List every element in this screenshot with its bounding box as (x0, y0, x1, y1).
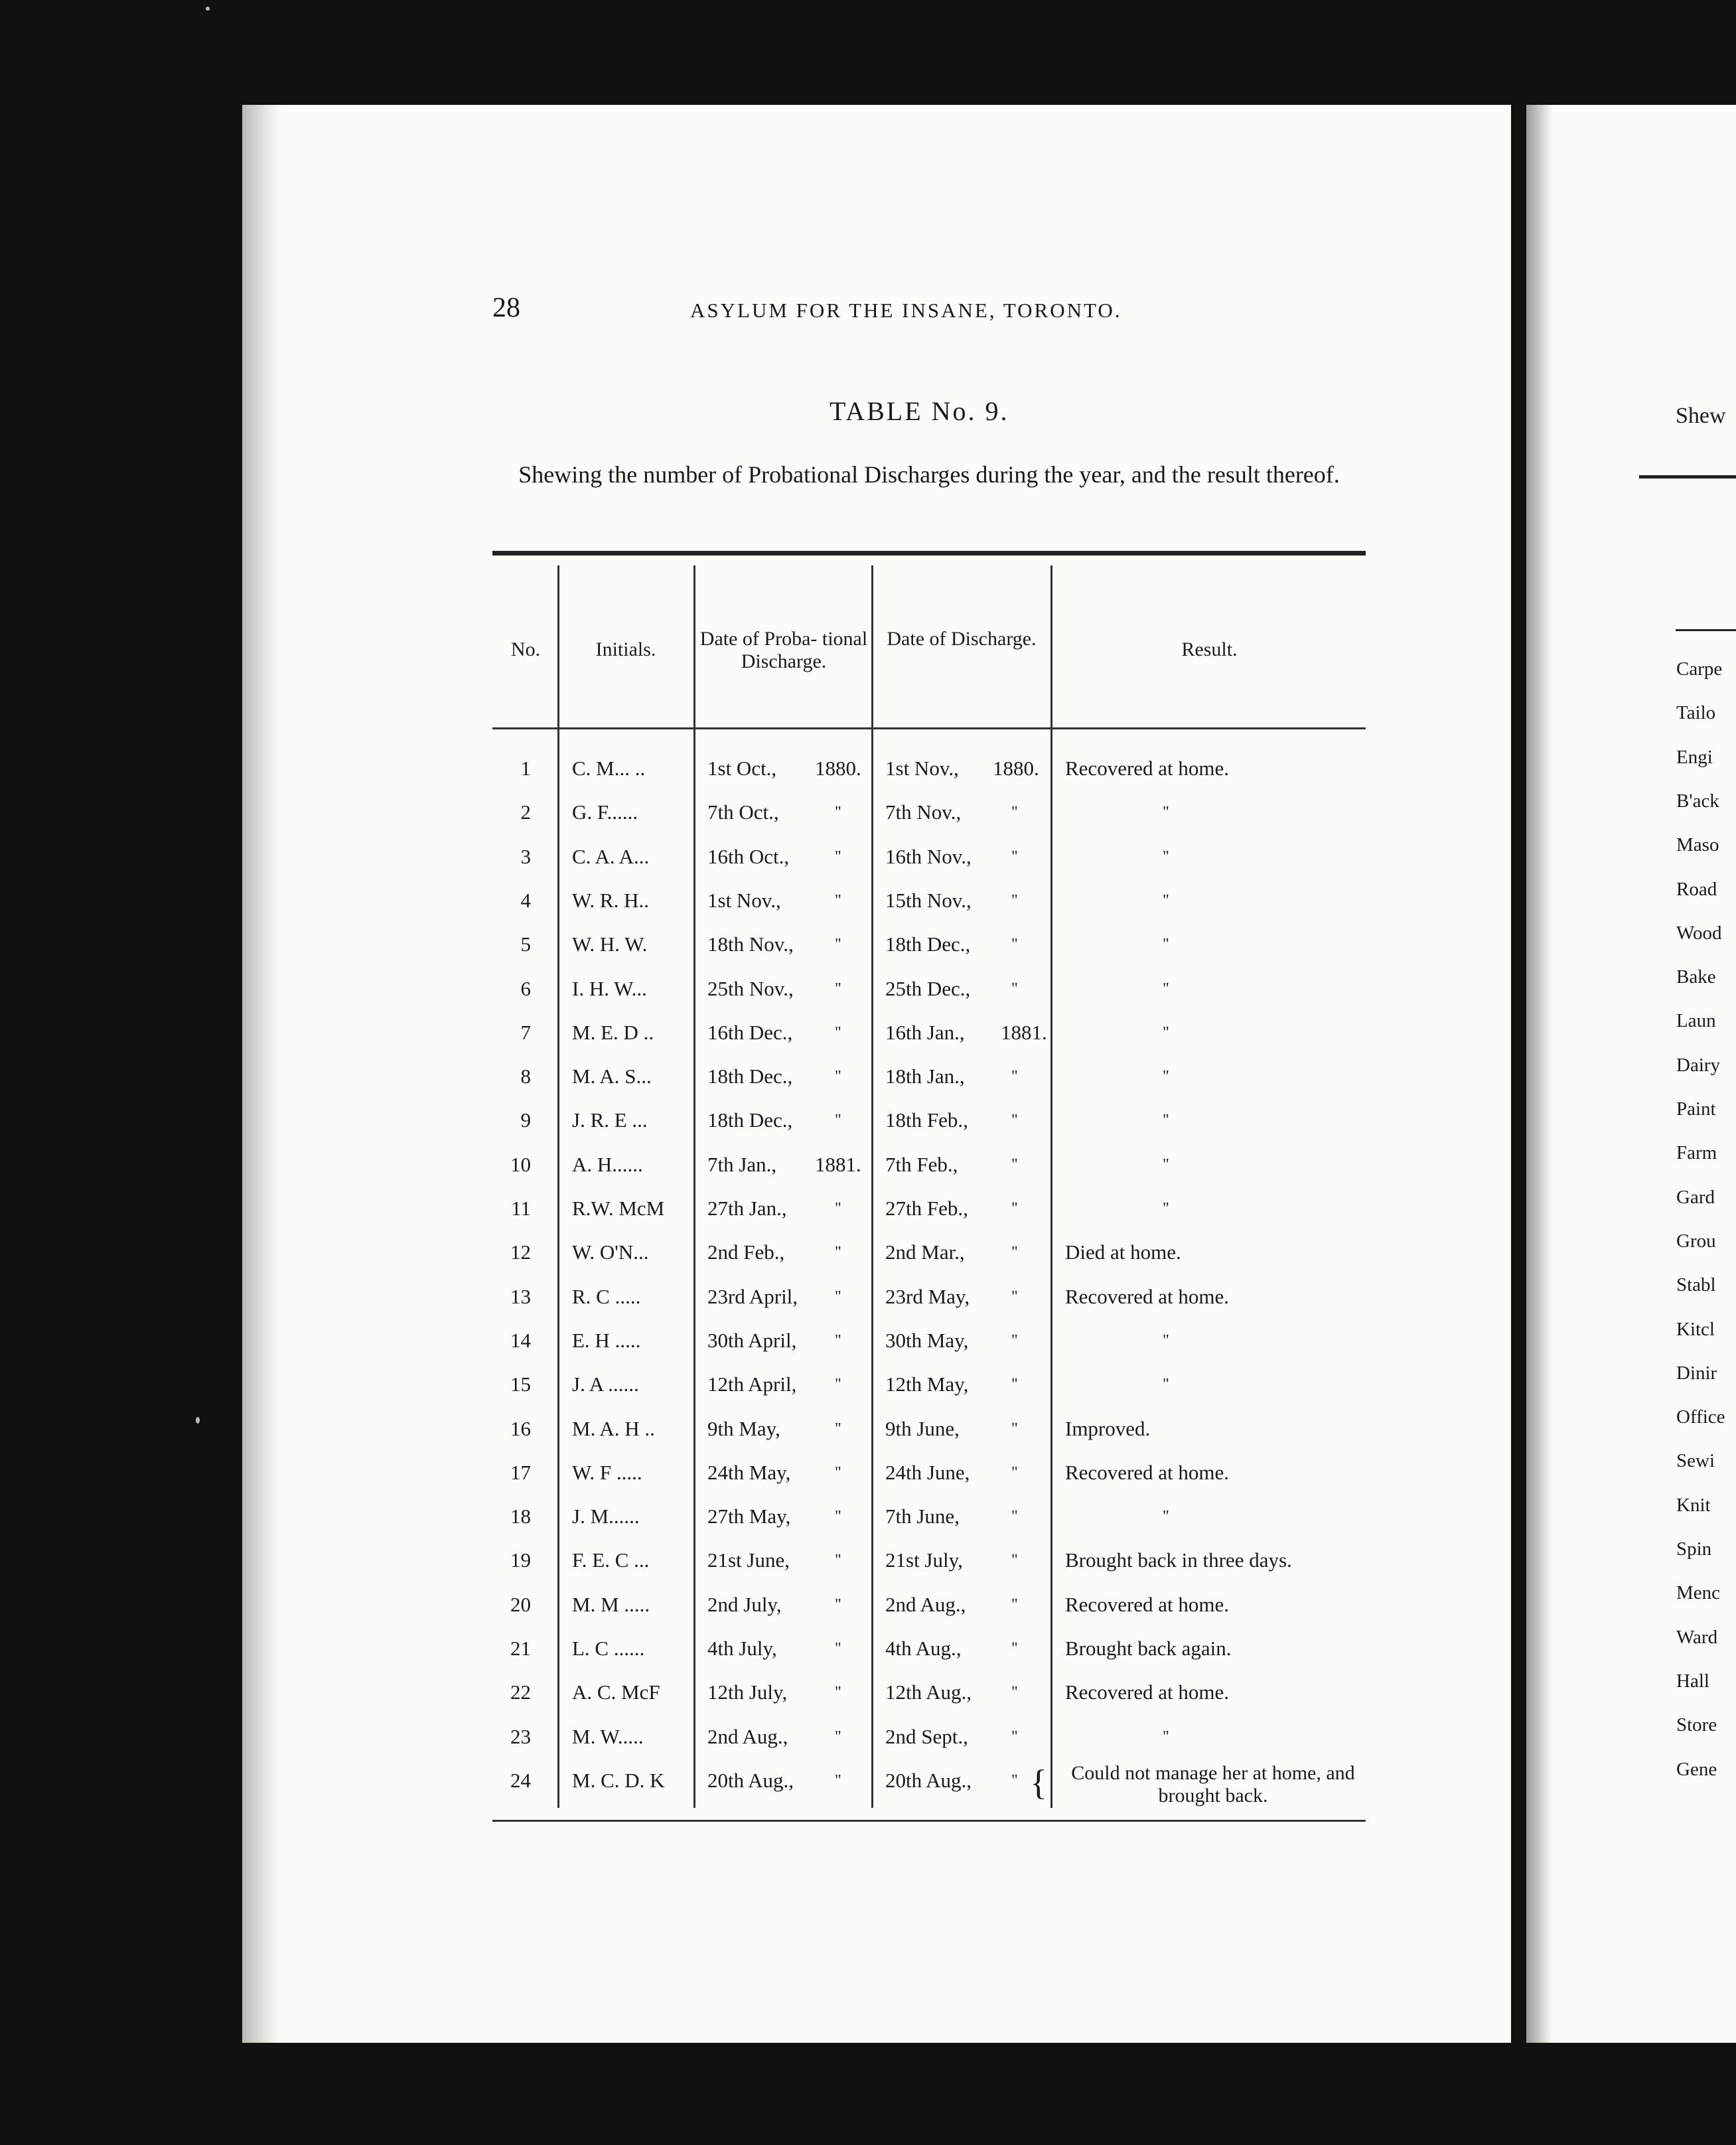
right-page-list-item: Gene (1676, 1759, 1717, 1780)
row-probational-year: " (835, 1464, 841, 1481)
column-rule (557, 565, 559, 1808)
row-probational-date: 1st Nov., (707, 889, 781, 912)
header-date-discharge: Date of Discharge. (887, 628, 1037, 650)
row-result: " (1163, 1200, 1169, 1217)
row-probational-year: " (835, 1112, 841, 1129)
row-probational-year: " (835, 1332, 841, 1349)
row-discharge-year: " (1011, 1288, 1018, 1305)
right-page-list-item: Laun (1676, 1010, 1716, 1031)
row-result: Recovered at home. (1065, 1680, 1230, 1704)
row-number: 7 (520, 1021, 531, 1044)
row-discharge-date: 20th Aug., (885, 1769, 972, 1792)
page-gutter-shadow (242, 105, 282, 2043)
row-probational-year: " (835, 848, 841, 865)
row-probational-date: 21st June, (707, 1548, 790, 1572)
row-discharge-year: 1881. (1001, 1021, 1047, 1044)
table-top-rule (492, 551, 1366, 555)
row-discharge-year: " (1011, 1420, 1018, 1438)
row-result: Brought back again. (1065, 1637, 1232, 1660)
table-bottom-rule (492, 1820, 1366, 1822)
row-result: " (1163, 1112, 1169, 1129)
row-probational-year: " (835, 1684, 841, 1701)
row-discharge-date: 18th Dec., (885, 932, 971, 956)
row-probational-date: 12th July, (707, 1680, 788, 1704)
row-probational-year: " (835, 1288, 841, 1305)
row-probational-year: " (835, 892, 841, 909)
header-bottom-rule (492, 727, 1366, 729)
row-probational-date: 2nd Aug., (707, 1725, 788, 1748)
row-discharge-year: " (1011, 1596, 1018, 1613)
row-result-brace: { (1030, 1763, 1047, 1803)
row-number: 4 (520, 889, 531, 912)
right-page-list-item: Spin (1676, 1538, 1712, 1560)
row-number: 2 (520, 800, 531, 824)
row-result: Could not manage her at home, and brought back. (1071, 1762, 1355, 1807)
row-probational-year: " (835, 1640, 841, 1657)
row-probational-date: 1st Oct., (707, 757, 777, 780)
row-discharge-year: " (1011, 1332, 1018, 1349)
row-probational-year: " (835, 1596, 841, 1613)
row-initials: M. A. H .. (572, 1417, 655, 1440)
row-probational-date: 18th Dec., (707, 1065, 793, 1088)
row-discharge-year: " (1011, 1772, 1018, 1789)
row-result: " (1163, 980, 1169, 998)
right-page-list-item: Dairy (1676, 1055, 1721, 1076)
page-gutter-shadow (1526, 105, 1553, 2043)
row-number: 21 (510, 1637, 531, 1660)
header-no: No. (510, 638, 541, 660)
row-initials: M. E. D .. (572, 1021, 654, 1044)
row-probational-year: " (835, 1068, 841, 1085)
row-result: Recovered at home. (1065, 1593, 1230, 1616)
row-probational-year: " (835, 1376, 841, 1393)
row-discharge-date: 27th Feb., (885, 1197, 968, 1220)
row-number: 6 (520, 977, 531, 1000)
right-page-list-item: B'ack (1676, 790, 1719, 812)
row-result: " (1163, 1024, 1169, 1041)
row-number: 8 (520, 1065, 531, 1088)
row-discharge-year: " (1011, 980, 1018, 998)
row-initials: R. C ..... (572, 1285, 641, 1308)
row-discharge-year: " (1011, 936, 1018, 953)
row-initials: W. H. W. (572, 932, 648, 956)
row-initials: C. M... .. (572, 757, 646, 780)
row-number: 19 (510, 1548, 531, 1572)
row-probational-year: " (835, 1552, 841, 1569)
row-discharge-year: " (1011, 1244, 1018, 1261)
row-probational-date: 25th Nov., (707, 977, 794, 1000)
row-probational-date: 4th July, (707, 1637, 777, 1660)
right-page-list-item: Farm (1676, 1142, 1717, 1163)
right-page-list-item: Gard (1676, 1187, 1715, 1208)
running-head: ASYLUM FOR THE INSANE, TORONTO. (690, 299, 1122, 322)
row-initials: R.W. McM (572, 1197, 665, 1220)
row-initials: E. H ..... (572, 1329, 641, 1352)
row-probational-date: 9th May, (707, 1417, 780, 1440)
row-number: 17 (510, 1461, 531, 1484)
row-discharge-date: 21st July, (885, 1548, 963, 1572)
row-initials: W. R. H.. (572, 889, 649, 912)
row-probational-date: 2nd July, (707, 1593, 782, 1616)
row-probational-year: 1880. (815, 757, 861, 780)
row-probational-year: " (835, 1024, 841, 1041)
row-discharge-date: 9th June, (885, 1417, 960, 1440)
row-discharge-year: " (1011, 1200, 1018, 1217)
row-probational-date: 2nd Feb., (707, 1240, 785, 1264)
row-number: 11 (511, 1197, 531, 1220)
right-page-list-item: Store (1676, 1714, 1717, 1736)
row-probational-year: " (835, 1200, 841, 1217)
row-result: " (1163, 936, 1169, 953)
row-probational-date: 7th Jan., (707, 1153, 777, 1176)
row-result: " (1163, 1332, 1169, 1349)
right-page-list-item: Wood (1676, 923, 1722, 944)
right-page-list-item: Engi (1676, 747, 1713, 768)
row-number: 9 (520, 1108, 531, 1132)
row-result: " (1163, 1508, 1169, 1525)
row-discharge-date: 1st Nov., (885, 757, 959, 780)
row-result: Died at home. (1065, 1240, 1181, 1264)
row-probational-year: " (835, 936, 841, 953)
row-probational-year: " (835, 1420, 841, 1438)
right-page-list-item: Dinir (1676, 1363, 1717, 1384)
row-discharge-date: 2nd Mar., (885, 1240, 965, 1264)
row-initials: M. M ..... (572, 1593, 650, 1616)
row-discharge-year: 1880. (993, 757, 1039, 780)
row-number: 14 (510, 1329, 531, 1352)
row-probational-date: 27th Jan., (707, 1197, 787, 1220)
table-caption: Shewing the number of Probational Discharges during the year, and the result thereof. (518, 461, 1340, 488)
row-result: " (1163, 892, 1169, 909)
row-probational-date: 12th April, (707, 1372, 797, 1396)
row-discharge-year: " (1011, 1068, 1018, 1085)
row-discharge-date: 25th Dec., (885, 977, 971, 1000)
row-number: 10 (510, 1153, 531, 1176)
row-discharge-year: " (1011, 1112, 1018, 1129)
row-discharge-date: 16th Jan., (885, 1021, 965, 1044)
row-number: 13 (510, 1285, 531, 1308)
header-result: Result. (1181, 638, 1238, 660)
row-initials: J. R. E ... (572, 1108, 648, 1132)
right-page-list-item: Hall (1676, 1670, 1709, 1692)
row-initials: C. A. A... (572, 845, 650, 868)
row-discharge-year: " (1011, 848, 1018, 865)
right-page-rule (1639, 475, 1736, 479)
row-discharge-year: " (1011, 1376, 1018, 1393)
row-probational-year: " (835, 804, 841, 821)
row-initials: F. E. C ... (572, 1548, 650, 1572)
row-number: 23 (510, 1725, 531, 1748)
row-initials: M. C. D. K (572, 1769, 665, 1792)
row-result: Brought back in three days. (1065, 1548, 1292, 1572)
row-discharge-year: " (1011, 1640, 1018, 1657)
row-discharge-date: 24th June, (885, 1461, 970, 1484)
row-number: 12 (510, 1240, 531, 1264)
row-probational-year: " (835, 980, 841, 998)
right-page-list-item: Carpe (1676, 658, 1723, 680)
column-rule (871, 565, 873, 1808)
row-initials: J. M...... (572, 1505, 640, 1528)
row-probational-year: 1881. (815, 1153, 861, 1176)
row-probational-date: 24th May, (707, 1461, 791, 1484)
row-result: " (1163, 1376, 1169, 1393)
row-discharge-year: " (1011, 1728, 1018, 1745)
row-result: " (1163, 804, 1169, 821)
row-discharge-date: 30th May, (885, 1329, 969, 1352)
right-page-list-item: Grou (1676, 1230, 1716, 1252)
row-initials: J. A ...... (572, 1372, 639, 1396)
row-discharge-date: 4th Aug., (885, 1637, 962, 1660)
row-discharge-year: " (1011, 1684, 1018, 1701)
right-page-list-item: Maso (1676, 834, 1719, 855)
row-probational-year: " (835, 1508, 841, 1525)
row-discharge-date: 7th Nov., (885, 800, 962, 824)
film-speck (196, 1417, 200, 1424)
row-initials: W. O'N... (572, 1240, 649, 1264)
table-title: TABLE No. 9. (830, 396, 1009, 426)
row-number: 1 (520, 757, 531, 780)
row-probational-date: 20th Aug., (707, 1769, 794, 1792)
row-probational-year: " (835, 1728, 841, 1745)
row-initials: L. C ...... (572, 1637, 645, 1660)
row-probational-year: " (835, 1244, 841, 1261)
row-result: " (1163, 1156, 1169, 1173)
row-initials: M. W..... (572, 1725, 644, 1748)
row-discharge-date: 23rd May, (885, 1285, 970, 1308)
row-number: 22 (510, 1680, 531, 1704)
row-discharge-year: " (1011, 1464, 1018, 1481)
row-result: Recovered at home. (1065, 1285, 1230, 1308)
row-number: 15 (510, 1372, 531, 1396)
row-initials: A. C. McF (572, 1680, 660, 1704)
right-page-list-item: Kitcl (1676, 1319, 1715, 1340)
row-discharge-date: 18th Jan., (885, 1065, 965, 1088)
column-rule (1050, 565, 1052, 1808)
right-page-list-item: Stabl (1676, 1274, 1716, 1295)
header-date-probational: Date of Proba- tional Discharge. (699, 628, 868, 672)
row-discharge-date: 18th Feb., (885, 1108, 968, 1132)
row-initials: I. H. W... (572, 977, 647, 1000)
row-number: 3 (520, 845, 531, 868)
row-result: " (1163, 1728, 1169, 1745)
row-probational-date: 18th Dec., (707, 1108, 793, 1132)
row-result: Recovered at home. (1065, 757, 1230, 780)
right-page-list-item: Ward (1676, 1627, 1718, 1648)
row-discharge-date: 7th Feb., (885, 1153, 958, 1176)
right-page-heading: Shew (1676, 404, 1726, 428)
film-speck (206, 7, 210, 11)
row-discharge-date: 16th Nov., (885, 845, 972, 868)
row-initials: W. F ..... (572, 1461, 642, 1484)
row-initials: A. H...... (572, 1153, 643, 1176)
column-rule (693, 565, 695, 1808)
row-probational-date: 16th Dec., (707, 1021, 793, 1044)
row-discharge-year: " (1011, 804, 1018, 821)
row-result: Improved. (1065, 1417, 1151, 1440)
row-number: 16 (510, 1417, 531, 1440)
row-discharge-date: 7th June, (885, 1505, 960, 1528)
right-page-list-item: Office (1676, 1406, 1725, 1428)
row-discharge-date: 2nd Sept., (885, 1725, 968, 1748)
right-page-list-item: Paint (1676, 1098, 1716, 1120)
page-number: 28 (492, 293, 520, 323)
right-page-list-item: Sewi (1676, 1450, 1715, 1471)
right-page-list-item: Road (1676, 879, 1717, 900)
right-page-list-item: Tailo (1676, 702, 1716, 723)
right-page-list-item: Knit (1676, 1495, 1711, 1516)
row-discharge-date: 2nd Aug., (885, 1593, 966, 1616)
row-discharge-date: 12th May, (885, 1372, 969, 1396)
row-number: 20 (510, 1593, 531, 1616)
row-discharge-date: 15th Nov., (885, 889, 972, 912)
row-number: 18 (510, 1505, 531, 1528)
row-probational-date: 18th Nov., (707, 932, 794, 956)
row-result: " (1163, 1068, 1169, 1085)
row-probational-date: 16th Oct., (707, 845, 790, 868)
row-probational-year: " (835, 1772, 841, 1789)
row-discharge-date: 12th Aug., (885, 1680, 972, 1704)
right-page-rule (1676, 629, 1736, 631)
row-number: 5 (520, 932, 531, 956)
row-discharge-year: " (1011, 892, 1018, 909)
row-result: Recovered at home. (1065, 1461, 1230, 1484)
row-probational-date: 7th Oct., (707, 800, 779, 824)
row-initials: G. F...... (572, 800, 638, 824)
row-discharge-year: " (1011, 1508, 1018, 1525)
row-initials: M. A. S... (572, 1065, 652, 1088)
row-discharge-year: " (1011, 1552, 1018, 1569)
row-result: " (1163, 848, 1169, 865)
row-probational-date: 27th May, (707, 1505, 791, 1528)
row-number: 24 (510, 1769, 531, 1792)
header-initials: Initials. (595, 638, 656, 660)
right-page-list-item: Bake (1676, 966, 1716, 988)
row-probational-date: 23rd April, (707, 1285, 798, 1308)
right-page-list-item: Menc (1676, 1582, 1721, 1603)
row-discharge-year: " (1011, 1156, 1018, 1173)
row-probational-date: 30th April, (707, 1329, 797, 1352)
